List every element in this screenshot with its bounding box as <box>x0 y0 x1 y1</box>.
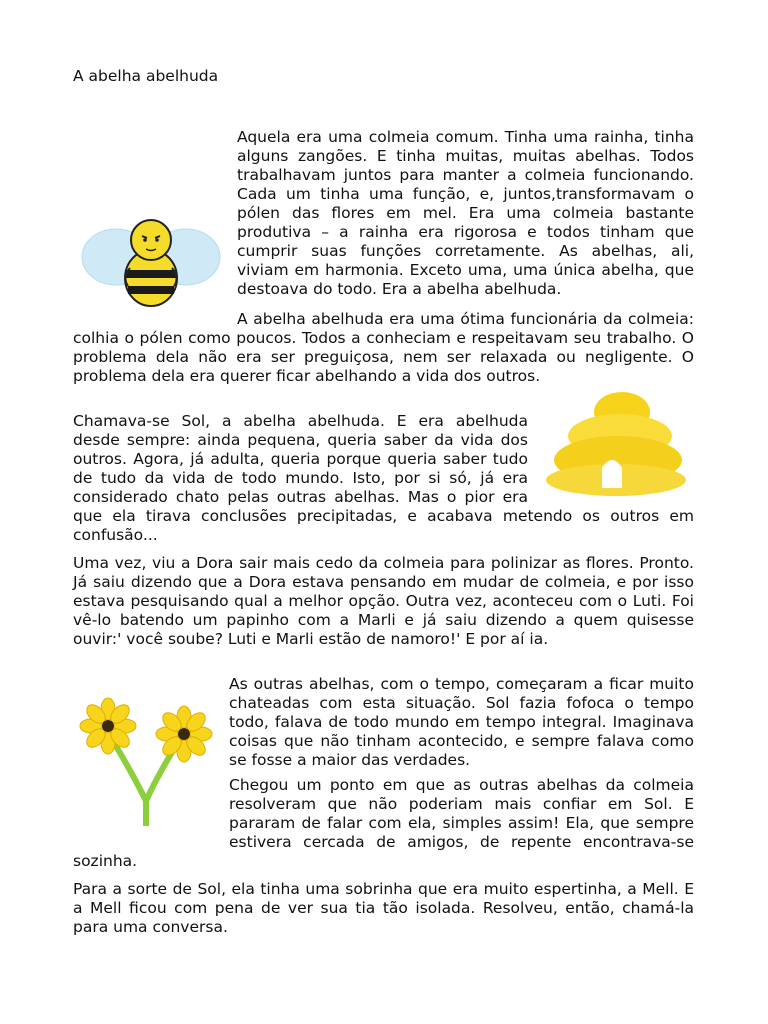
paragraph-3-text: Chamava-se Sol, a abelha abelhuda. E era abelhuda desde sempre: ainda pequena, queria saber da vida dos outros. Agora, já adulta, queria porque queria saber tudo de tudo da vida de todo mundo. Isto, por si só, já era considerado chato pelas outras abelhas. Mas o pior era que ela tirava conclusões precipitadas, e acabava metendo os outros em confusão... <box>73 412 694 544</box>
document-title: A abelha abelhuda <box>73 67 219 85</box>
flowers-spacer-2 <box>73 776 229 852</box>
document-page <box>73 66 694 86</box>
paragraph-6-block <box>73 776 694 871</box>
paragraph-7: Para a sorte de Sol, ela tinha uma sobrinha que era muito espertinha, a Mell. E a Mell ficou com pena de ver sua tia tão isolada. Resolveu, então, chamá-la para uma conversa. <box>73 880 694 936</box>
paragraph-5-text: As outras abelhas, com o tempo, começaram a ficar muito chateadas com esta situação. Sol fazia fofoca o tempo todo, falava de todo mundo em tempo integral. Imaginava coisas que não tinham acontecido, e sempre falava como se fosse a maior das verdades. <box>229 675 694 769</box>
paragraph-4: Uma vez, viu a Dora sair mais cedo da colmeia para polinizar as flores. Pronto. Já saiu dizendo que a Dora estava pensando em mudar de colmeia, e por isso estava pesquisando qual a melhor opção. Outra vez, aconteceu com o Luti. Foi vê-lo batendo um papinho com a Marli e já saiu dizendo a quem quisesse ouvir:' você soube? Luti e Marli estão de namoro!' E por aí ia. <box>73 554 694 648</box>
paragraph-6-text: Chegou um ponto em que as outras abelhas da colmeia resolveram que não poderiam mais confiar em Sol. E pararam de falar com ela, simples assim! Ela, que sempre estivera cercada de amigos, de repente encontrava-se sozinha. <box>73 776 694 870</box>
paragraph-3-block <box>73 412 694 545</box>
hive-spacer <box>538 412 694 504</box>
paragraph-2: A abelha abelhuda era uma ótima funcionária da colmeia: colhia o pólen como poucos. Todos a conheciam e respeitavam seu trabalho. O problema dela não era ser preguiçosa, nem ser relaxada ou negligente. O problema dela era querer ficar abelhando a vida dos outros. <box>73 310 694 385</box>
paragraph-1-text: Aquela era uma colmeia comum. Tinha uma rainha, tinha alguns zangões. E tinha muitas, muitas abelhas. Todos trabalhavam juntos para manter a colmeia funcionando. Cada um tinha uma função, e, juntos,transformavam o pólen das flores em mel. Era uma colmeia bastante produtiva – a rainha era rigorosa e todos tinham que cumprir suas funções corretamente. As abelhas, ali, viviam em harmonia. Exceto uma, uma única abelha, que destoava do todo. Era a abelha abelhuda. <box>237 128 694 298</box>
bee-spacer <box>73 206 225 308</box>
paragraph-1-block <box>73 128 694 308</box>
